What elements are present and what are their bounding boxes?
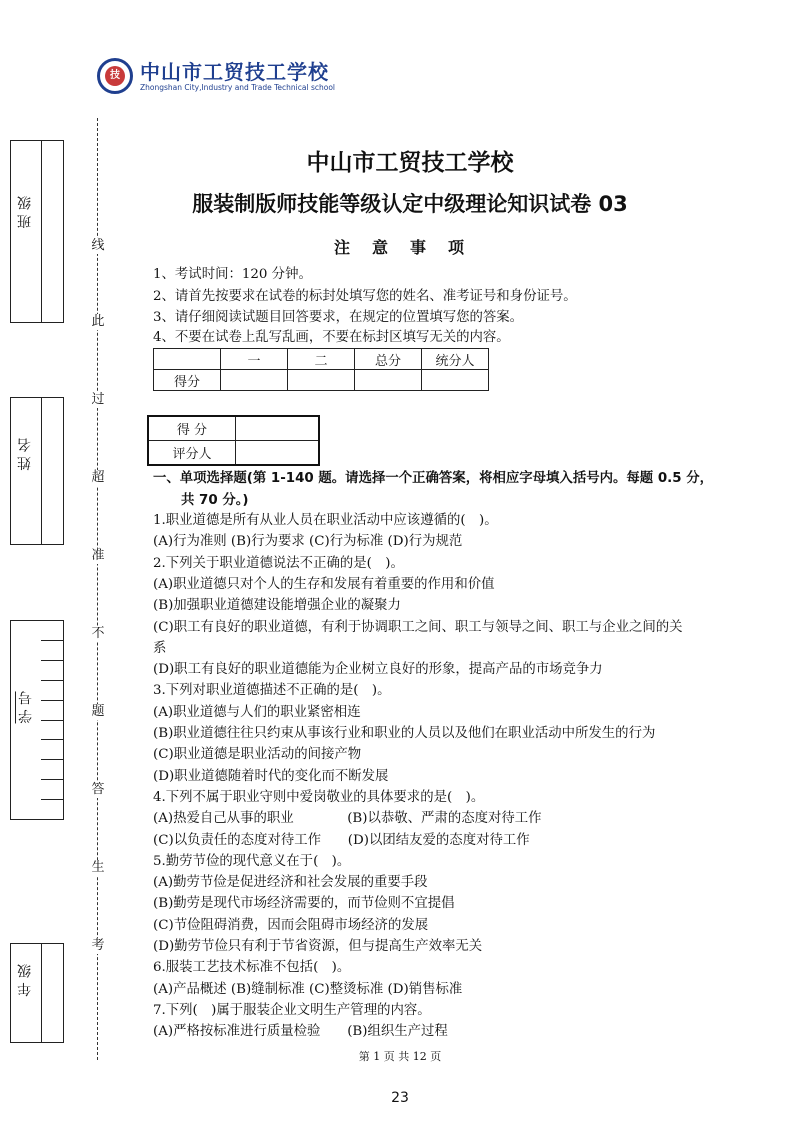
student-id-box bbox=[10, 620, 64, 820]
seal-char: 考 bbox=[91, 938, 105, 953]
student-id-label: 学 号 bbox=[15, 691, 40, 723]
grade-box bbox=[10, 943, 64, 1043]
question-line: (A)职业道德只对个人的生存和发展有着重要的作用和价值 bbox=[153, 576, 495, 592]
section-heading-line: 一、单项选择题(第 1-140 题。请选择一个正确答案，将相应字母填入括号内。每题 0.5 分， bbox=[153, 471, 713, 486]
score-table-row bbox=[154, 370, 489, 391]
page-info: 第 1 页 共 12 页 bbox=[358, 1050, 442, 1063]
notice-item: 2、请首先按要求在试卷的标封处填写您的姓名、准考证号和身份证号。 bbox=[153, 289, 577, 304]
question-line: (B)加强职业道德建设能增强企业的凝聚力 bbox=[153, 598, 401, 614]
grader-table bbox=[147, 415, 320, 466]
student-id-cells bbox=[41, 621, 63, 819]
question-line: (D)职业道德随着时代的变化而不断发展 bbox=[153, 768, 389, 784]
grader-name-label: 评分人 bbox=[148, 441, 236, 466]
name-label: 姓 名 bbox=[17, 438, 33, 471]
score-header-cell: 一 bbox=[221, 349, 288, 370]
section-heading bbox=[153, 468, 713, 512]
seal-line bbox=[97, 118, 98, 1060]
score-cell bbox=[355, 370, 422, 391]
question-line: 3.下列对职业道德描述不正确的是( )。 bbox=[153, 683, 391, 699]
notice-item: 1、考试时间：120 分钟。 bbox=[153, 267, 312, 282]
grade-label: 年 级 bbox=[17, 964, 33, 997]
school-emblem bbox=[97, 58, 133, 94]
question-line: (C)职工有良好的职业道德，有利于协调职工之间、职工与领导之间、职工与企业之间的关 bbox=[153, 619, 683, 635]
score-header-cell: 二 bbox=[288, 349, 355, 370]
class-box bbox=[10, 140, 64, 323]
question-line: 6.服装工艺技术标准不包括( )。 bbox=[153, 960, 351, 976]
question-line: 2.下列关于职业道德说法不正确的是( )。 bbox=[153, 555, 404, 571]
question-line: 7.下列( )属于服装企业文明生产管理的内容。 bbox=[153, 1002, 431, 1018]
question-line: 1.职业道德是所有从业人员在职业活动中应该遵循的( )。 bbox=[153, 513, 498, 528]
exam-title: 服装制版师技能等级认定中级理论知识试卷 03 bbox=[192, 192, 628, 216]
seal-char: 此 bbox=[91, 314, 105, 329]
school-logo-name: 中山市工贸技工学校 bbox=[140, 60, 329, 84]
question-line: (C)职业道德是职业活动的间接产物 bbox=[153, 747, 362, 763]
question-line: (B)职业道德往往只约束从事该行业和职业的人员以及他们在职业活动中所发生的行为 bbox=[153, 726, 656, 741]
question-line: (C)以负责任的态度对待工作 (D)以团结友爱的态度对待工作 bbox=[153, 832, 530, 848]
question-line: (A)产品概述 (B)缝制标准 (C)整烫标准 (D)销售标准 bbox=[153, 981, 463, 997]
score-table bbox=[153, 348, 489, 391]
question-line: (C)节俭阻碍消费，因而会阻碍市场经济的发展 bbox=[153, 917, 429, 933]
question-line: 5.勤劳节俭的现代意义在于( )。 bbox=[153, 853, 351, 869]
seal-char: 超 bbox=[91, 470, 105, 485]
section-heading-line: 共 70 分。) bbox=[181, 493, 249, 508]
seal-char: 题 bbox=[91, 704, 105, 719]
score-header-cell: 统分人 bbox=[422, 349, 489, 370]
emblem-inner: 技 bbox=[105, 66, 125, 86]
question-line: (B)勤劳是现代市场经济需要的，而节俭则不宜提倡 bbox=[153, 896, 455, 912]
page-number: 23 bbox=[391, 1090, 409, 1106]
grader-score-label: 得 分 bbox=[148, 416, 236, 441]
question-line: 系 bbox=[153, 640, 167, 656]
name-box bbox=[10, 397, 64, 545]
score-table-header-row bbox=[154, 349, 489, 370]
grader-score-cell bbox=[236, 416, 320, 441]
notice-item: 3、请仔细阅读试题目回答要求，在规定的位置填写您的答案。 bbox=[153, 310, 524, 325]
seal-char: 过 bbox=[91, 392, 105, 407]
class-label: 班 级 bbox=[17, 196, 33, 229]
seal-char: 生 bbox=[91, 860, 105, 875]
question-line: (D)职工有良好的职业道德能为企业树立良好的形象，提高产品的市场竞争力 bbox=[153, 662, 603, 678]
score-row-label: 得分 bbox=[154, 370, 221, 391]
score-cell bbox=[288, 370, 355, 391]
school-logo-english: Zhongshan City,Industry and Trade Technical school bbox=[140, 83, 335, 92]
score-header-cell bbox=[154, 349, 221, 370]
school-title: 中山市工贸技工学校 bbox=[306, 150, 514, 176]
score-cell bbox=[422, 370, 489, 391]
score-header-cell: 总分 bbox=[355, 349, 422, 370]
seal-char: 准 bbox=[91, 548, 105, 563]
question-line: (A)行为准则 (B)行为要求 (C)行为标准 (D)行为规范 bbox=[153, 534, 463, 550]
question-line: (A)职业道德与人们的职业紧密相连 bbox=[153, 704, 361, 720]
question-line: (A)热爱自己从事的职业 (B)以恭敬、严肃的态度对待工作 bbox=[153, 811, 542, 827]
question-line: (A)勤劳节俭是促进经济和社会发展的重要手段 bbox=[153, 875, 428, 891]
seal-char: 不 bbox=[91, 626, 105, 641]
seal-char: 线 bbox=[91, 238, 105, 253]
score-cell bbox=[221, 370, 288, 391]
question-line: 4.下列不属于职业守则中爱岗敬业的具体要求的是( )。 bbox=[153, 789, 485, 805]
notice-item: 4、不要在试卷上乱写乱画，不要在标封区填写无关的内容。 bbox=[153, 330, 510, 345]
notice-heading: 注意事项 bbox=[333, 238, 486, 257]
seal-char: 答 bbox=[91, 782, 105, 797]
question-line: (A)严格按标准进行质量检验 (B)组织生产过程 bbox=[153, 1024, 448, 1040]
grader-name-cell bbox=[236, 441, 320, 466]
question-line: (D)勤劳节俭只有利于节省资源，但与提高生产效率无关 bbox=[153, 939, 483, 954]
